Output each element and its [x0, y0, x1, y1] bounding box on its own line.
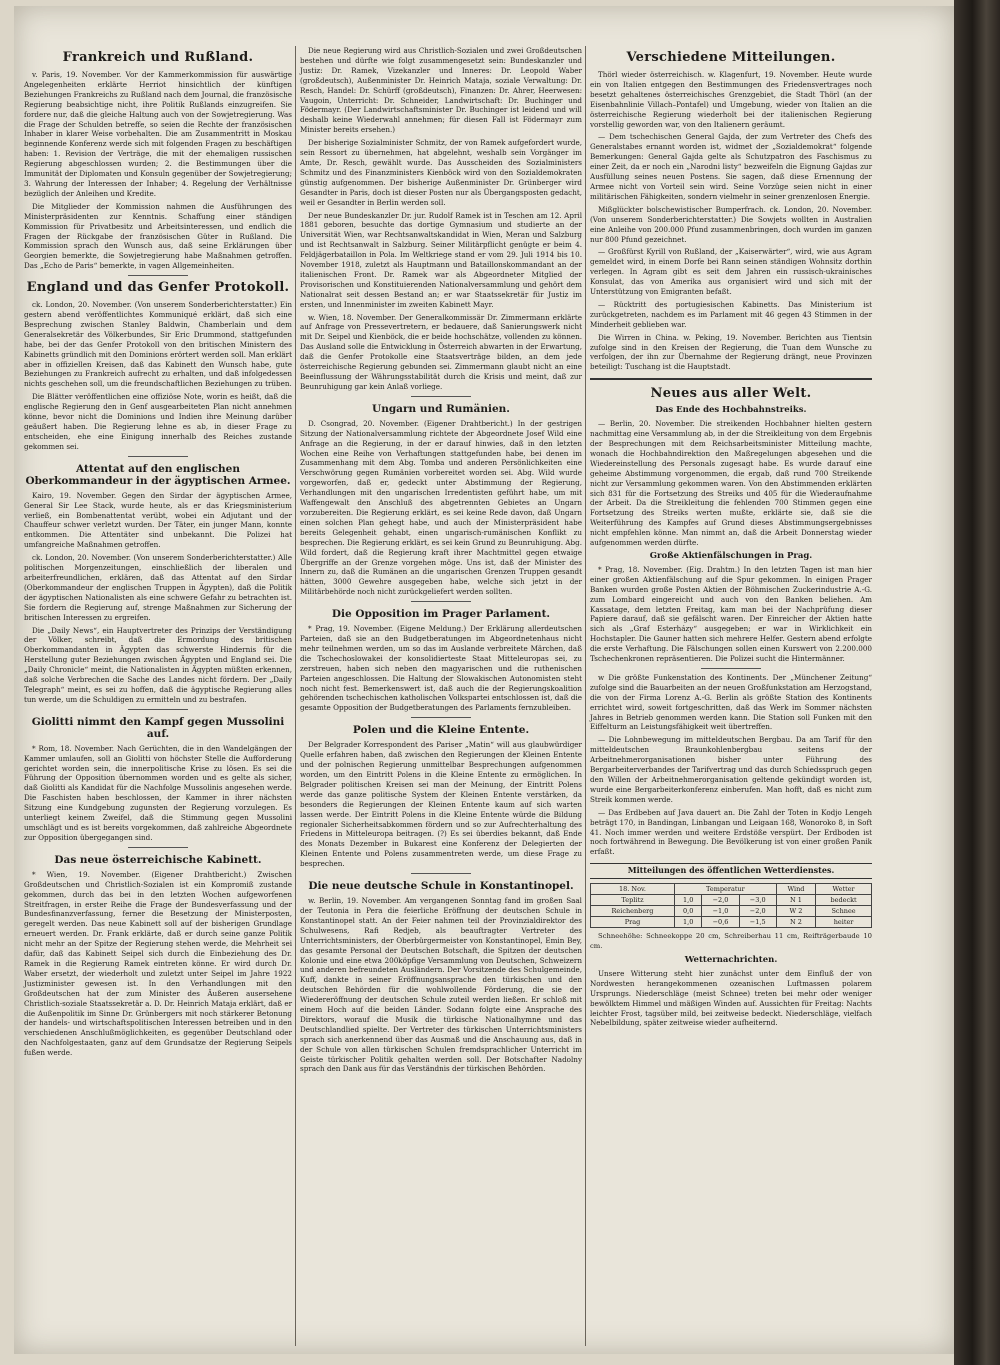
weather-temp-header: Temperatur [674, 884, 776, 895]
article-paragraph: — Dem tschechischen General Gajda, der zum Vertreter des Chefs des Generalstabes ernannt worden ist, widmet der „Sozialdemokrat“ folgende Bemerkungen: General Gajda gelte als Schutzpatron des Faschismus zu einer Zeit, da er noch ein „Narodni listy“ bezweifeln die Eignung Gajdas zur Ausfüllung seines neuen Postens. Sie sagen, daß diese Ernennung der Armee nicht von Vorteil sein wird. Seine Vorzüge seien nicht in einer militärischen Fähigkeiten, sondern vielmehr in seiner grenzenlosen Energie. [590, 132, 872, 201]
weather-wind-header: Wind [776, 884, 815, 895]
column-1 [24, 46, 292, 1061]
article-paragraph: ck. London, 20. November. (Von unserem Sonderberichterstatter.) Alle politischen Morgenzeitungen, einschließlich der liberalen und arbeiterfreundlichen, erklären, daß das Attentat auf den Sirdar (Oberkommandeur der englischen Truppen in Ägypten), daß die Politik der ägyptischen Nationalisten als eine schwere Gefahr zu betrachten ist. Sie fordern die Regierung auf, strenge Maßnahmen zur Sicherung der britischen Interessen zu ergreifen. [24, 553, 292, 622]
headline-oesterreichisches-kabinett: Das neue österreichische Kabinett. [54, 853, 262, 866]
headline-deutsche-schule-konstantinopel: Die neue deutsche Schule in Konstantinopel. [308, 880, 574, 893]
separator [128, 275, 188, 276]
article-paragraph: Der bisherige Sozialminister Schmitz, der von Ramek aufgefordert wurde, sein Ressort zu übernehmen, hat abgelehnt, weshalb sein Vorgänger im Amte, Dr. Resch, gewählt wurde. Das Ausscheiden des Sozialministers Schmitz und des Finanzministers Kienböck wird von den Sozialdemokraten günstig aufgenommen. Der bisherige Außenminister Dr. Grünberger wird Gesandter in Paris, doch ist dieser Posten nur als Übergangsposten gedacht, weil er Gesandter in Berlin werden soll. [300, 138, 582, 207]
separator [411, 717, 471, 718]
weather-value: 1,0 [674, 917, 701, 928]
article-paragraph: * Wien, 19. November. (Eigener Drahtbericht.) Zwischen Großdeutschen und Christlich-Sozialen ist ein Kompromiß zustande gekommen, durch das bei in den letzten Wochen aufgeworfenen Streitfragen, in erster Reihe die Frage der Bundesverfassung und der Bundesfinanzverfassung, ferner die Besetzung der Ministerposten, geregelt werden. Das neue Kabinett soll auf der bisherigen Grundlage erneuert werden. Dr. Frank erklärte, daß er durch seine ganze Politik nicht mehr an der Spitze der Regierung stehen werde, die Mehrheit sei dafür, daß das Kabinett Seipel sich durch die Einbeziehung des Dr. Ramek in die Regierung Ramek eintreten könne. Er wird durch Dr. Waber ersetzt, der wiederholt und zuletzt unter Seipel im Jahre 1922 Justizminister gewesen ist. In den Verhandlungen mit den Großdeutschen hat der zum Minister des Äußeren ausersehene Christlich-soziale Staatssekretär a. D. Dr. Heinrich Mataja erklärt, daß er die Außenpolitik im Sinne Dr. Grünbergers mit noch stärkerer Betonung der handels- und wirtschaftspolitischen Interessen betreiben und in den verschiedenen Anschlußmöglichkeiten, es gegenüber Deutschland oder den Nachfolgestaaten, ganz auf dem Grundsatze der Regierung Seipels fußen werde. [24, 869, 293, 1058]
article-paragraph: Die Blätter veröffentlichen eine offiziöse Note, worin es heißt, daß die englische Regierung den in Genf ausgearbeiteten Plan nicht annehmen könne, bevor nicht die Dominions und Indien ihre Meinung darüber geäußert haben. Die Regierung lehne es ab, in dieser Frage zu entscheiden, ehe eine Einigung innerhalb des Reiches zustande gekommen sei. [24, 392, 292, 451]
subheadline-wetternachrichten: Wetternachrichten. [684, 954, 778, 965]
article-paragraph: w Die größte Funkenstation des Kontinents. Der „Münchener Zeitung“ zufolge sind die Bauarbeiten an der neuen Großfunkstation am Herzogstand, die von der Firma Lorenz A.-G. Berlin als größte Station des Kontinents errichtet wird, soweit fortgeschritten, daß das Werk im Sommer nächsten Jahres in Betrieb genommen werden kann. Die Station soll Funken mit den Eiffelturm an Leistungsfähigkeit weit übertreffen. [590, 672, 872, 732]
weather-place: Reichenberg [591, 906, 675, 917]
article-paragraph: Thörl wieder österreichisch. w. Klagenfurt, 19. November. Heute wurde ein von Italien entgegen den Bestimmungen des Friedensvertrages noch besetzt gehaltenes österreichisches Grenzgebiet, die Stadt Thörl (an der Eisenbahnlinie Villach–Pontafel) und Umgebung, wieder von Italien an die österreichische Regierung wiederholt bei der italienischen Regierung vorstellig geworden war, von den Italienern geräumt. [590, 70, 872, 129]
weather-value: −1,0 [702, 906, 739, 917]
weather-value: 0,0 [674, 906, 701, 917]
weather-note: Schneehöhe: Schneekoppe 20 cm, Schreiberhau 11 cm, Reifträgerbaude 10 cm. [590, 932, 872, 951]
weather-table [590, 883, 872, 928]
weather-value: −3,0 [739, 895, 776, 906]
column-rule [295, 46, 296, 1346]
weather-wind: N 2 [776, 917, 815, 928]
section-rule [590, 378, 872, 380]
weather-condition: Schnee [816, 906, 872, 917]
weather-wind: N 1 [776, 895, 815, 906]
weather-condition: heiter [816, 917, 872, 928]
table-row [591, 895, 872, 906]
weather-place: Prag [591, 917, 675, 928]
article-paragraph: Die neue Regierung wird aus Christlich-Sozialen und zwei Großdeutschen bestehen und dürfte wie folgt zusammengesetzt sein: Bundeskanzler und Justiz: Dr. Ramek, Vizekanzler und Inneres: Dr. Leopold Waber (großdeutsch), Außenminister Dr. Heinrich Mataja, soziale Verwaltung: Dr. Resch, Handel: Dr. Schürff (großdeutsch), Finanzen: Dr. Ahrer, Heerwesen: Vaugoin, Unterricht: Dr. Schneider, Landwirtschaft: Dr. Buchinger und Födermayr. (Der Landwirtschaftsminister Dr. Buchinger ist leidend und will deshalb keine Wiederwahl annehmen; für diesen Fall ist Födermayr zum Minister bereits ersehen.) [300, 46, 582, 135]
book-binding-edge [954, 0, 1000, 1365]
separator [411, 873, 471, 874]
article-paragraph: * Prag, 19. November. (Eigene Meldung.) Der Erklärung allerdeutschen Parteien, daß sie an den Budgetberatungen im Abgeordnetenhaus nicht mehr teilnehmen werden, um so das im Auslande verbreitete Märchen, daß die Tschechoslowakei der konsolidierteste Staat Mitteleuropas sei, zu zerstreuen, haben sich neben den magyarischen und die ruthenischen Parteien angeschlossen. Die Haltung der Slowakischen Autonomisten steht noch nicht fest. Bemerkenswert ist, daß auch die der Regierungskoalition gehörenden tschechischen katholischen Volkspartei entschlossen ist, daß die gesamte Opposition der Budgetberatungen des Parlaments fernzubleiben. [300, 624, 582, 713]
weather-value: −2,0 [702, 895, 739, 906]
article-paragraph: v. Paris, 19. November. Vor der Kammerkommission für auswärtige Angelegenheiten erklärte Herriot hinsichtlich der künftigen Beziehungen Frankreichs zu Rußland nach dem Journal, die französische Regierung beabsichtige nicht, ihre Politik Rußlands einzugreifen. Sie fordere nur, daß die gleiche Haltung auch von der Sowjetregierung. Was die Frage der Schulden betreffe, so seien die Rechte der französischen Inhaber in klarer Weise vorbehalten. Die am Zusammentritt in Moskau beginnende Konferenz werde sich mit folgenden Fragen zu beschäftigen haben: 1. Revision der Verträge, die mit der ehemaligen russischen Regierung abgeschlossen wurden; 2. die Bestimmungen über die Immunität der Diplomaten und Konsuln gegenüber der Sowjetregierung; 3. Wahrung der Interessen der Inhaber; 4. Regelung der Verhältnisse bezüglich der Anleihen und Kredite. [24, 70, 292, 198]
separator [411, 396, 471, 397]
article-paragraph: Mißglückter bolschewistischer Bumperfrach. ck. London, 20. November. (Von unserem Sonderberichterstatter.) Die Sowjets wollten in Australien eine Anleihe von 200.000 Pfund zusammenbringen, doch wurden im ganzen nur 800 Pfund gezeichnet. [590, 204, 872, 244]
headline-ungarn-rumaenien: Ungarn und Rumänien. [372, 402, 510, 415]
weather-place: Teplitz [591, 895, 675, 906]
article-paragraph: * Rom, 18. November. Nach Gerüchten, die in den Wandelgängen der Kammer umlaufen, soll an Giolitti von höchster Stelle die Aufforderung gerichtet worden sein, die innerpolitische Krise zu lösen. Es sei die Führung der Opposition übernommen worden und es gelte als sicher, daß Giolitti als Kandidat für die Nachfolge Mussolinis angesehen werde. Die Faschisten haben beschlossen, der Kammer in ihrer nächsten Sitzung eine Kundgebung zugunsten der Regierung vorzulegen. Es unterliegt keinem Zweifel, daß die Stimmung gegen Mussolini umschlägt und es ist bereits vorgekommen, daß zahlreiche Abgeordnete zur Opposition übergegangen sind. [24, 743, 292, 842]
headline-england-genfer-protokoll: England und das Genfer Protokoll. [26, 280, 290, 296]
headline-giolitti: Giolitti nimmt den Kampf gegen Mussolini auf. [31, 715, 285, 740]
headline-opposition-prager-parlament: Die Opposition im Prager Parlament. [331, 608, 551, 621]
headline-verschiedene-mitteilungen: Verschiedene Mitteilungen. [626, 50, 836, 65]
subheadline-hochbahnstreik: Das Ende des Hochbahnstreiks. [655, 405, 807, 416]
article-paragraph: Unsere Witterung steht hier zunächst unter dem Einfluß der von Nordwesten herangekommenen ozeanischen Luftmassen polarem Ursprungs. Niederschläge (meist Schnee) treten bei mehr oder weniger bewölktem Himmel und mäßigen Winden auf. Aussichten für Freitag: Nachts leichter Frost, tagsüber mild, bei zeitweise bedeckt. Niederschläge, vielfach Nebelbildung, später zeitweise wieder aufheiternd. [590, 968, 872, 1028]
article-paragraph: Die „Daily News“, ein Hauptvertreter des Prinzips der Verständigung der Völker, schreibt, daß die Ermordung des britischen Oberkommandanten in Ägypten das schwerste Hindernis für die Herstellung guter Beziehungen zwischen Ägypten und England sei. Die „Daily Chronicle“ meint, die Nationalisten in Ägypten müßten erkennen, daß solche Verbrechen die Sache des Landes nicht fördern. Der „Daily Telegraph“ meint, es sei zu hoffen, daß die ägyptische Regierung alles tun werde, um die Schuldigen zu ermitteln und zu bestrafen. [24, 625, 292, 704]
weather-value: 1,0 [674, 895, 701, 906]
separator [411, 601, 471, 602]
article-paragraph: ck. London, 20. November. (Von unserem Sonderberichterstatter.) Ein gestern abend veröffentlichtes Kommuniqué erklärt, daß sich eine Besprechung zwischen Stanley Baldwin, Chamberlain und dem Generalsekretär des Völkerbundes, Sir Eric Drummond, stattgefunden habe, bei der das Genfer Protokoll von den britischen Ministern des Kabinetts gründlich mit den Dominions erörtert werden soll. Man erklärt aber in offiziellen Kreisen, daß das Kabinett den Wunsch habe, gute Beziehungen zu Frankreich aufrecht zu erhalten, und daß infolgedessen nichts geschehen soll, um die freundschaftlichen Beziehungen zu trüben. [24, 300, 292, 389]
weather-value: −2,0 [739, 906, 776, 917]
table-row [591, 884, 872, 895]
article-paragraph: — Das Erdbeben auf Java dauert an. Die Zahl der Toten in Kodjo Lengeh beträgt 170, in Bandingan, Linbangan und Leigaan 168, Wonoroko 8, in Soft 41. Noch immer werden und weitere Erdstöße verspürt. Der Erdboden ist noch fortwährend in Bewegung. Die Bevölkerung ist von einer großen Panik erfaßt. [590, 807, 872, 857]
separator [128, 456, 188, 457]
column-3 [590, 46, 872, 1031]
article-paragraph: — Rücktritt des portugiesischen Kabinetts. Das Ministerium ist zurückgetreten, nachdem es im Parlament mit 46 gegen 43 Stimmen in der Minderheit geblieben war. [590, 299, 872, 329]
column-rule [585, 46, 586, 1346]
weather-wind: W 2 [776, 906, 815, 917]
article-paragraph: Die Mitglieder der Kommission nahmen die Ausführungen des Ministerpräsidenten zur Kenntnis. Schaffung einer ständigen Kommission für Privatbesitz und Arbeitsinteressen, und endlich die Fragen der Rückgabe der französischen Güter in Rußland. Die Kommission sprach den Wunsch aus, daß seine Erklärungen über Georgien bemerkte, die Sowjetregierung habe Maßnahmen getroffen. Das „Echo de Paris“ bemerkte, in vagen Allgemeinheiten. [24, 201, 292, 271]
subheadline-aktienfaelschungen: Große Aktienfälschungen in Prag. [649, 550, 813, 561]
weather-condition: bedeckt [816, 895, 872, 906]
weather-service-title: Mitteilungen des öffentlichen Wetterdienstes. [590, 863, 872, 879]
article-paragraph: w. Berlin, 19. November. Am vergangenen Sonntag fand im großen Saal der Teutonia in Pera die feierliche Eröffnung der deutschen Schule in Konstantinopel statt. An der Feier nahmen teil der Provinzialdirektor des Schulwesens, Rafi Redjeb, als beauftragter Vertreter des Unterrichtsministers, der Oberbürgermeister von Konstantinopel, Emin Bey, das gesamte Personal der Deutschen Botschaft, die Spitzen der deutschen Kolonie und eine etwa 200köpfige Versammlung von Deutschen, Schweizern und anderen befreundeten Ausländern. Der Vorsitzende des Schulgemeinde, Kuff, dankte in seiner Eröffnungsansprache den türkischen und den deutschen Behörden für die wohlwollende Förderung, die sie der Wiedereröffnung der deutschen Schule zuteil werden ließen. Er schloß mit einem Hoch auf die beiden Länder. Sodann folgte eine Ansprache des Direktors, worauf die Musik die türkische Nationalhymne und das Deutschlandlied spielte. Der Vertreter des türkischen Unterrichtsministers sprach sich anerkennend über das Ausmaß und die Anschauung aus, daß in der Schule von allen türkischen Schulen fremdsprachlicher Unterricht im Geiste türkischer Politik gehalten werden soll. Der Botschafter Nadolny sprach den Dank aus für das Verständnis der türkischen Behörden. [300, 896, 582, 1074]
article-paragraph: D. Csongrad, 20. November. (Eigener Drahtbericht.) In der gestrigen Sitzung der Nationalversammlung richtete der Abgeordnete Josef Wild eine Anfrage an die Regierung, in der er darauf hinwies, daß in den letzten Wochen eine Reihe von Verhaftungen stattgefunden habe, bei denen im Zusammenhang mit dem Abg. Tomba und anderen Persönlichkeiten eine Verschwörung gegen Rumänien vorbereitet worden sei. Abg. Wild wurde vorgeworfen, daß er, gedeckt unter Abstimmung der Regierung, Verhandlungen mit den ungarischen Irredentisten geführt habe, um mit Waffengewalt den Anschluß des abgetrennten Gebietes an Ungarn vorzubereiten. Die Regierung erklärt, es sei keine Rede davon, daß Ungarn einen solchen Plan gehegt habe, und auch der Ministerpräsident habe bereits Gelegenheit gehabt, einen ungarisch-rumänischen Konflikt zu besprechen. Die Regierung erklärt, es sei kein Grund zu Beunruhigung. Abg. Wild fordert, daß die Regierung kraft ihrer Machtmittel gegen etwaige Übergriffe an der Grenze vorgehen möge. Uns ist, daß der Minister des Innern zu, daß die Rumänen an die ungarischen Grenzen Truppen gesandt hätten, 3000 Gewehre ausgegeben habe, welche sich jetzt in der Militärbehörde noch nicht zurückgeliefert werden sollten. [300, 418, 582, 597]
headline-neues-aus-aller-welt: Neues aus aller Welt. [650, 386, 812, 402]
separator [128, 847, 188, 848]
article-paragraph: Der Belgrader Korrespondent des Pariser „Matin“ will aus glaubwürdiger Quelle erfahren haben, daß zwischen den Regierungen der Kleinen Entente und der polnischen Regierung unmittelbar Besprechungen aufgenommen worden, um den Eintritt Polens in die Kleine Entente zu ermöglichen. In Belgrader politischen Kreisen sei man der Meinung, der Eintritt Polens werde das ganze politische System der Kleinen Entente verstärken, da besonders die Regierungen der Kleinen Entente kaum auf sich warten lassen werde. Der Eintritt Polens in die Kleine Entente würde die Bildung regionaler Sicherheitsabkommen fördern und so zur Aufrechterhaltung des Friedens in Mitteleuropa beitragen. (?) Es sei überdies bekannt, daß Ende des Monats Dezember in Bukarest eine Konferenz der Delegierten der Kleinen Entente und Polens zusammentreten werde, um diese Frage zu besprechen. [300, 740, 582, 869]
article-paragraph: — Großfürst Kyrill von Rußland, der „Kaiserwärter“, wird, wie aus Agram gemeldet wird, in einem Dorfe bei Rann seinen ständigen Wohnsitz dorthin verlegen. In Agram gibt es seit dem Jahren ein russisch-ukrainisches Konsulat, das von Amerika aus organisiert wird und sich mit der Unterstützung von Emigranten befaßt. [590, 247, 872, 297]
weather-value: −0,6 [702, 917, 739, 928]
article-paragraph: * Prag, 18. November. (Eig. Drahtm.) In den letzten Tagen ist man hier einer großen Aktienfälschung auf die Spur gekommen. In einigen Prager Banken wurden große Posten Aktien der Böhmischen Zuckerindustrie A.-G. zum Lombard eingereicht und auch von den Banken beliehen. Am Kassatage, dem letzten Freitag, kam man bei der Nachprüfung dieser Papiere darauf, daß sie gefälscht waren. Der Einreicher der Aktien hatte sich als „Graf Esterházy“ ausgegeben; er war in Wirklichkeit ein Hochstapler. Die Gauner hatten sich mehrere Helfer. Gestern abend erfolgte die erste Verhaftung. Die Fälschungen sollen einen Kurswert von 2.200.000 Tschechenkronen repräsentieren. Die Polizei sucht die Hintermänner. [590, 564, 872, 664]
headline-polen-kleine-entente: Polen und die Kleine Entente. [352, 724, 530, 737]
table-row [591, 917, 872, 928]
article-paragraph: Die Wirren in China. w. Peking, 19. November. Berichten aus Tientsin zufolge sind in den Kreisen der Regierung, die Tuan dem Wunsche zu verfolgen, der ihn zur Übernahme der Regierung drängt, neue Provinzen beteiligt: Tuschang ist die Hauptstadt. [590, 332, 872, 372]
article-paragraph: w. Wien, 18. November. Der Generalkommissär Dr. Zimmermann erklärte auf Anfrage von Pressevertretern, er bedauere, daß Sanierungswerk nicht mit Dr. Seipel und Kienböck, die er beide hochschätze, vollenden zu können. Das Ausland solle die Entwicklung in Österreich abwarten in der Erwartung, daß die Genfer Protokolle eine Staatsverträge bilden, an dem jede österreichische Regierung gebunden sei. Zimmermann glaubt nicht an eine Beeinflussung der Währungsstabilität durch die Krisis und meint, daß zur Beunruhigung gar kein Anlaß vorliege. [300, 312, 582, 391]
article-paragraph: Kairo, 19. November. Gegen den Sirdar der ägyptischen Armee, General Sir Lee Stack, wurde heute, als er das Kriegsministerium verließ, ein Bombenattentat verübt, wobei ein Adjutant und der Chauffeur schwer verletzt wurden. Der Täter, ein junger Mann, konnte entkommen. Die Attentäter sind unbekannt. Die Polizei hat umfangreiche Maßnahmen getroffen. [24, 490, 292, 550]
weather-value: −1,5 [739, 917, 776, 928]
weather-wx-header: Wetter [816, 884, 872, 895]
headline-attentat-aegypten: Attentat auf den englischen Oberkommandeur in der ägyptischen Armee. [25, 462, 291, 487]
table-row [591, 906, 872, 917]
column-2 [300, 46, 582, 1077]
article-paragraph: — Berlin, 20. November. Die streikenden Hochbahner hielten gestern nachmittag eine Versammlung ab, in der die Streikleitung von dem Ergebnis der Besprechungen mit dem Reichsarbeitsminister Mitteilung machte, wonach die Hochbahndirektion den Maßregelungen abgesehen und die Wiedereinstellung des Personals zugesagt habe. Es wurde darauf eine geheime Abstimmung vorgenommen, die ergab, daß rund 700 Streikende nicht zur Versammlung gekommen waren. Von den Abstimmenden erklärten sich 831 für die Fortsetzung des Streiks und 405 für die Wiederaufnahme der Arbeit. Da die Streikleitung die fehlenden 700 Stimmen gegen eine Fortsetzung des Streiks werten mußte, erklärte sie, daß sie die Weiterführung des Kampfes auf Grund dieses Abstimmungsergebnisses nicht empfehlen könne. Man nimmt an, daß die Arbeit Donnerstag wieder aufgenommen werden dürfte. [590, 419, 872, 548]
separator [701, 668, 761, 669]
article-paragraph: Der neue Bundeskanzler Dr. jur. Rudolf Ramek ist in Teschen am 12. April 1881 geboren, besuchte das dortige Gymnasium und studierte an der Universität Wien, war Rechtsanwaltskandidat in Wien, Meran und Salzburg und ist Rechtsanwalt in Salzburg. Seiner Militärpflicht genügte er beim 4. Feldjägerbataillon in Pola. Im Weltkriege stand er vom 29. Juli 1914 bis 10. November 1918, zuletzt als Hauptmann und Bataillonskommandant an der italienischen Front. Dr. Ramek war als Abgeordneter Mitglied der Provisorischen und Konstituierenden Nationalversammlung und gehört dem Nationalrat seit dessen Bestand an; er war Staatssekretär für Justiz im ersten, und Innenminister im zweiten Kabinett Mayr. [300, 210, 582, 309]
article-paragraph: — Die Lohnbewegung im mitteldeutschen Bergbau. Da am Tarif für den mitteldeutschen Braunkohlenbergbau seitens der Arbeitnehmerorganisationen bisher unter Führung des Bergarbeiterverbandes der Tarifvertrag und das durch Schiedsspruch gegen den Willen der Arbeitnehmerorganisation geltende gekündigt worden ist, wurde eine Bergarbeiterkonferenz einberufen. Man hofft, daß es nicht zum Streik kommen werde. [590, 735, 872, 804]
headline-frankreich-russland: Frankreich und Rußland. [62, 50, 254, 65]
separator [128, 709, 188, 710]
newspaper-sheet [14, 6, 954, 1354]
weather-date: 18. Nov. [591, 884, 675, 895]
